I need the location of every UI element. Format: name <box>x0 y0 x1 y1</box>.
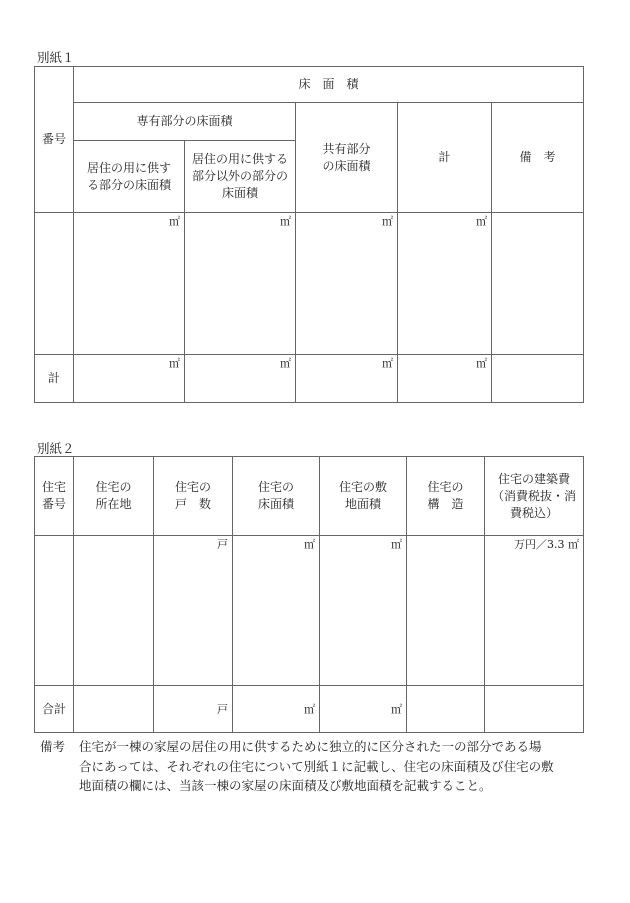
header-house-number: 住宅番号 <box>35 457 74 536</box>
sheet2-table <box>34 456 584 733</box>
total-residential-cell[interactable]: ㎡ <box>74 355 185 403</box>
table-row <box>35 213 584 355</box>
header-residential: 居住の用に供する部分の床面積 <box>74 141 185 213</box>
construction-cost-cell[interactable]: 万円／3.3 ㎡ <box>485 536 584 686</box>
total-remarks-cell[interactable] <box>492 355 584 403</box>
house-number-cell[interactable] <box>35 536 74 686</box>
residential-cell[interactable]: ㎡ <box>74 213 185 355</box>
total-label: 合計 <box>35 686 74 733</box>
header-total: 計 <box>398 103 492 213</box>
note-line-1: 住宅が一棟の家屋の居住の用に供するために独立的に区分された一の部分である場 <box>79 739 542 754</box>
header-units: 住宅の戸 数 <box>154 457 233 536</box>
structure-cell[interactable] <box>407 536 485 686</box>
total-cost-cell[interactable] <box>485 686 584 733</box>
floor-area-cell[interactable]: ㎡ <box>233 536 320 686</box>
header-floor-area: 住宅の床面積 <box>233 457 320 536</box>
note-head: 備考 <box>40 739 66 754</box>
remarks-cell[interactable] <box>492 213 584 355</box>
header-remarks: 備 考 <box>492 103 584 213</box>
header-location: 住宅の所在地 <box>74 457 154 536</box>
total-location-cell[interactable] <box>74 686 154 733</box>
site-area-cell[interactable]: ㎡ <box>320 536 407 686</box>
total-common-cell[interactable]: ㎡ <box>296 355 398 403</box>
header-number: 番号 <box>35 67 74 213</box>
total-structure-cell[interactable] <box>407 686 485 733</box>
sheet1-label: 別紙１ <box>37 50 75 65</box>
header-structure: 住宅の構 造 <box>407 457 485 536</box>
total-total-cell[interactable]: ㎡ <box>398 355 492 403</box>
note-line-3: 地面積の欄には、当該一棟の家屋の床面積及び敷地面積を記載すること。 <box>79 778 492 793</box>
sheet1-table <box>34 66 584 403</box>
header-site-area: 住宅の敷地面積 <box>320 457 407 536</box>
sheet2-label: 別紙２ <box>37 441 75 456</box>
total-units-cell[interactable]: 戸 <box>154 686 233 733</box>
header-non-residential: 居住の用に供する部分以外の部分の床面積 <box>185 141 296 213</box>
total-row <box>35 686 584 733</box>
table-row <box>35 536 584 686</box>
total-non-residential-cell[interactable]: ㎡ <box>185 355 296 403</box>
header-construction-cost: 住宅の建築費（消費税抜・消費税込） <box>485 457 584 536</box>
remarks-note <box>40 737 590 796</box>
total-row <box>35 355 584 403</box>
header-exclusive: 専有部分の床面積 <box>74 103 296 141</box>
total-floor-area-cell[interactable]: ㎡ <box>233 686 320 733</box>
units-cell[interactable]: 戸 <box>154 536 233 686</box>
number-cell[interactable] <box>35 213 74 355</box>
header-common: 共有部分の床面積 <box>296 103 398 213</box>
note-line-2: 合にあっては、それぞれの住宅について別紙１に記載し、住宅の床面積及び住宅の敷 <box>79 758 554 774</box>
location-cell[interactable] <box>74 536 154 686</box>
total-cell[interactable]: ㎡ <box>398 213 492 355</box>
header-floor-area: 床 面 積 <box>74 67 584 103</box>
total-label: 計 <box>35 355 74 403</box>
non-residential-cell[interactable]: ㎡ <box>185 213 296 355</box>
common-cell[interactable]: ㎡ <box>296 213 398 355</box>
total-site-area-cell[interactable]: ㎡ <box>320 686 407 733</box>
